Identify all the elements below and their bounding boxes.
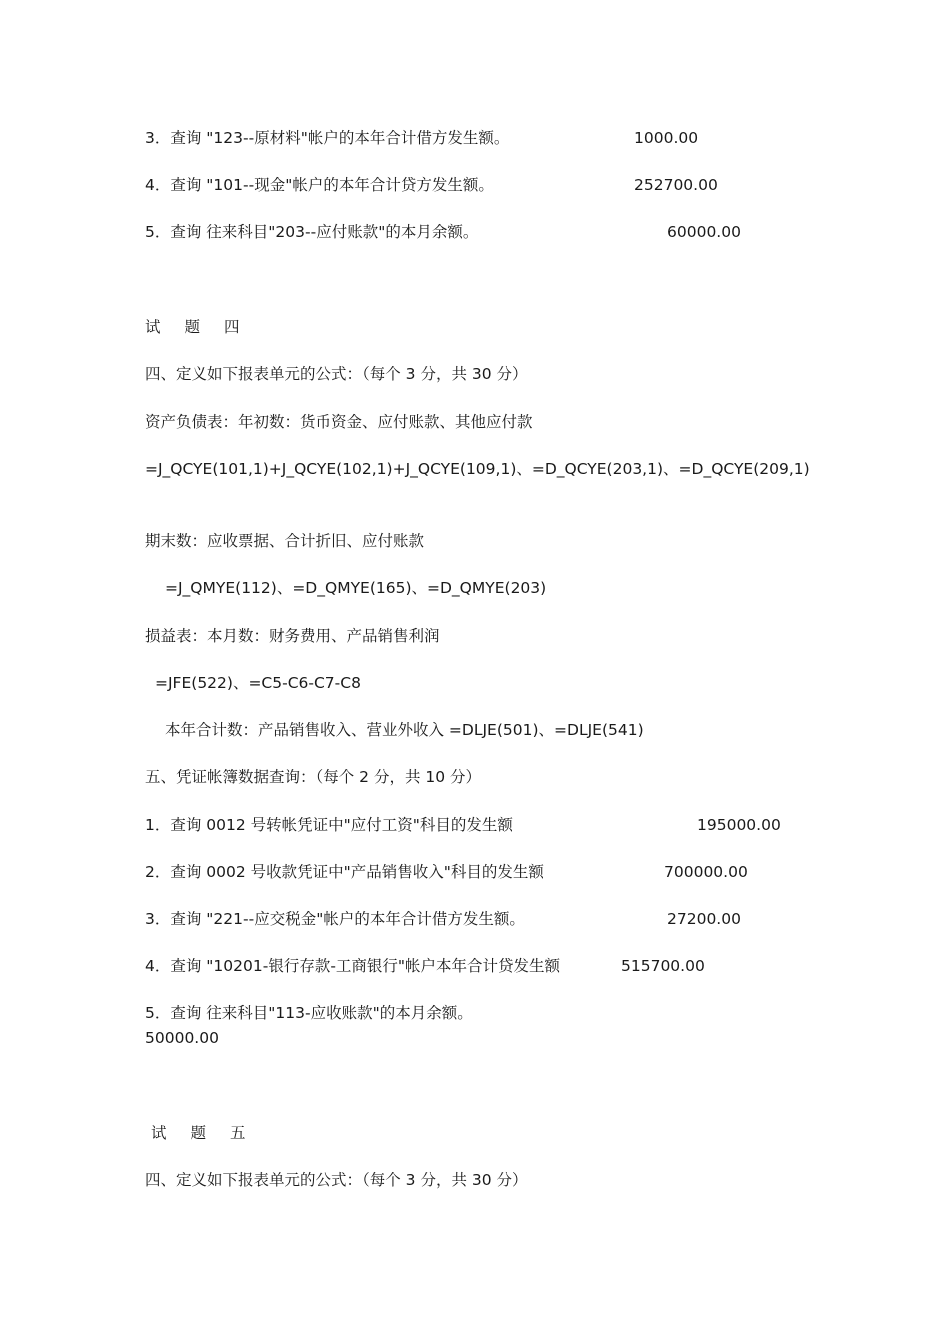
- heading-char: 五: [230, 1124, 246, 1142]
- query-4-text: 4．查询 "101--现金"帐户的本年合计贷方发生额。: [145, 176, 494, 194]
- query-4-text: 4．查询 "10201-银行存款-工商银行"帐户本年合计贷发生额: [145, 957, 561, 975]
- annual-total-line: 本年合计数：产品销售收入、营业外收入 =DLJE(501)、=DLJE(541): [165, 721, 644, 739]
- query-2-text: 2．查询 0002 号收款凭证中"产品销售收入"科目的发生额: [145, 863, 544, 881]
- query-5-text: 5．查询 往来科目"203--应付账款"的本月余额。: [145, 223, 479, 241]
- balance-sheet-begin-label: 资产负债表：年初数：货币资金、应付账款、其他应付款: [145, 413, 533, 431]
- period-end-formula: =J_QMYE(112)、=D_QMYE(165)、=D_QMYE(203): [165, 579, 547, 597]
- heading-char: 试: [145, 318, 161, 336]
- query-3-text: 3．查询 "123--原材料"帐户的本年合计借方发生额。: [145, 129, 510, 147]
- query-3-value: 1000.00: [634, 129, 699, 147]
- query-1-value: 195000.00: [697, 816, 781, 834]
- exam-5-heading: [151, 1123, 270, 1143]
- section-4-title: 四、定义如下报表单元的公式：（每个 3 分，共 30 分）: [145, 365, 528, 383]
- query-4-value: 252700.00: [634, 176, 718, 194]
- query-5-value: 50000.00: [145, 1029, 219, 1047]
- heading-char: 题: [184, 318, 201, 336]
- section-5-title: 五、凭证帐簿数据查询：（每个 2 分，共 10 分）: [145, 768, 482, 786]
- heading-char: 四: [224, 318, 240, 336]
- query-2-value: 700000.00: [664, 863, 748, 881]
- exam-4-heading: [145, 317, 264, 337]
- query-3-text: 3．查询 "221--应交税金"帐户的本年合计借方发生额。: [145, 910, 525, 928]
- query-1-text: 1．查询 0012 号转帐凭证中"应付工资"科目的发生额: [145, 816, 513, 834]
- period-end-label: 期末数：应收票据、合计折旧、应付账款: [145, 532, 425, 550]
- query-5-text: 5．查询 往来科目"113-应收账款"的本月余额。: [145, 1004, 473, 1022]
- query-4-value: 515700.00: [621, 957, 705, 975]
- heading-char: 题: [190, 1124, 207, 1142]
- exam-5-section-4-title: 四、定义如下报表单元的公式：（每个 3 分，共 30 分）: [145, 1171, 528, 1189]
- query-5-value: 60000.00: [667, 223, 741, 241]
- income-statement-formula: =JFE(522)、=C5-C6-C7-C8: [155, 674, 361, 692]
- query-3-value: 27200.00: [667, 910, 741, 928]
- balance-sheet-begin-formula: =J_QCYE(101,1)+J_QCYE(102,1)+J_QCYE(109,1)、=D_QCYE(203,1)、=D_QCYE(209,1): [145, 460, 810, 478]
- heading-char: 试: [151, 1124, 167, 1142]
- income-statement-label: 损益表：本月数：财务费用、产品销售利润: [145, 627, 440, 645]
